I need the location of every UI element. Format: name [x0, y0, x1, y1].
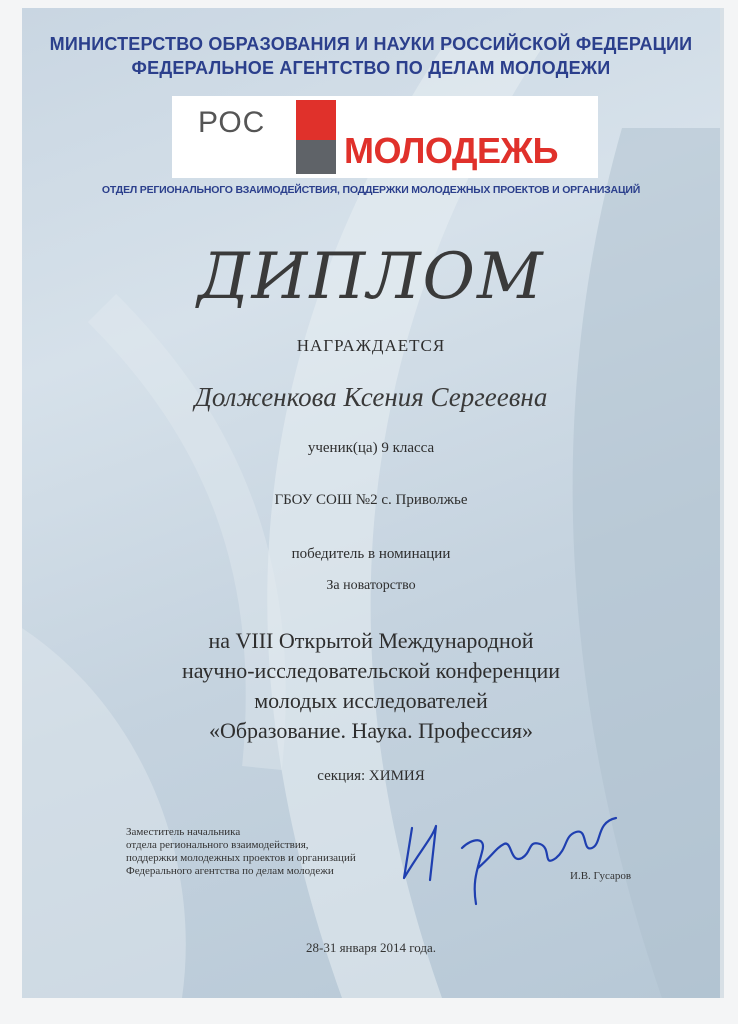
handwritten-signature — [392, 808, 632, 918]
conference-line-3: молодых исследователей — [254, 688, 488, 713]
logo-red-square — [296, 100, 336, 140]
signatory-title — [126, 826, 426, 878]
event-date: 28-31 января 2014 года. — [306, 940, 436, 955]
department-name: ОТДЕЛ РЕГИОНАЛЬНОГО ВЗАИМОДЕЙСТВИЯ, ПОДДЕРЖКИ МОЛОДЕЖНЫХ ПРОЕКТОВ И ОРГАНИЗАЦИЙ — [101, 184, 641, 196]
signatory-name: И.В. Гусаров — [570, 870, 632, 882]
conference-line-4: «Образование. Наука. Профессия» — [208, 718, 534, 743]
winner-text: победитель в номинации — [291, 546, 451, 562]
header-agency: ФЕДЕРАЛЬНОЕ АГЕНТСТВО ПО ДЕЛАМ МОЛОДЕЖИ — [131, 58, 611, 78]
logo-left-text: РОС — [198, 106, 266, 139]
recipient-name: Долженкова Ксения Сергеевна — [194, 382, 548, 412]
signatory-line-3: поддержки молодежных проектов и организаций — [126, 852, 356, 864]
signatory-line-1: Заместитель начальника — [126, 826, 241, 838]
diploma-title: ДИПЛОМ — [197, 240, 545, 314]
logo-right-text: МОЛОДЕЖЬ — [344, 130, 558, 171]
school-name: ГБОУ СОШ №2 с. Приволжье — [274, 492, 468, 508]
diploma-sheet — [22, 8, 724, 998]
conference-line-2: научно-исследовательской конференции — [181, 658, 561, 683]
section-text: секция: ХИМИЯ — [317, 768, 425, 784]
logo-gray-square — [296, 140, 336, 174]
conference-line-1: на VIII Открытой Международной — [208, 628, 534, 653]
rosmolodezh-logo — [172, 96, 598, 178]
signatory-line-4: Федерального агентства по делам молодежи — [126, 865, 334, 877]
signatory-line-2: отдела регионального взаимодействия, — [126, 839, 309, 851]
grade-text: ученик(ца) 9 класса — [307, 440, 435, 456]
nomination-text: За новаторство — [326, 578, 416, 593]
header-ministry: МИНИСТЕРСТВО ОБРАЗОВАНИЯ И НАУКИ РОССИЙСКОЙ ФЕДЕРАЦИИ — [49, 34, 693, 54]
awarded-label: НАГРАЖДАЕТСЯ — [296, 336, 446, 355]
